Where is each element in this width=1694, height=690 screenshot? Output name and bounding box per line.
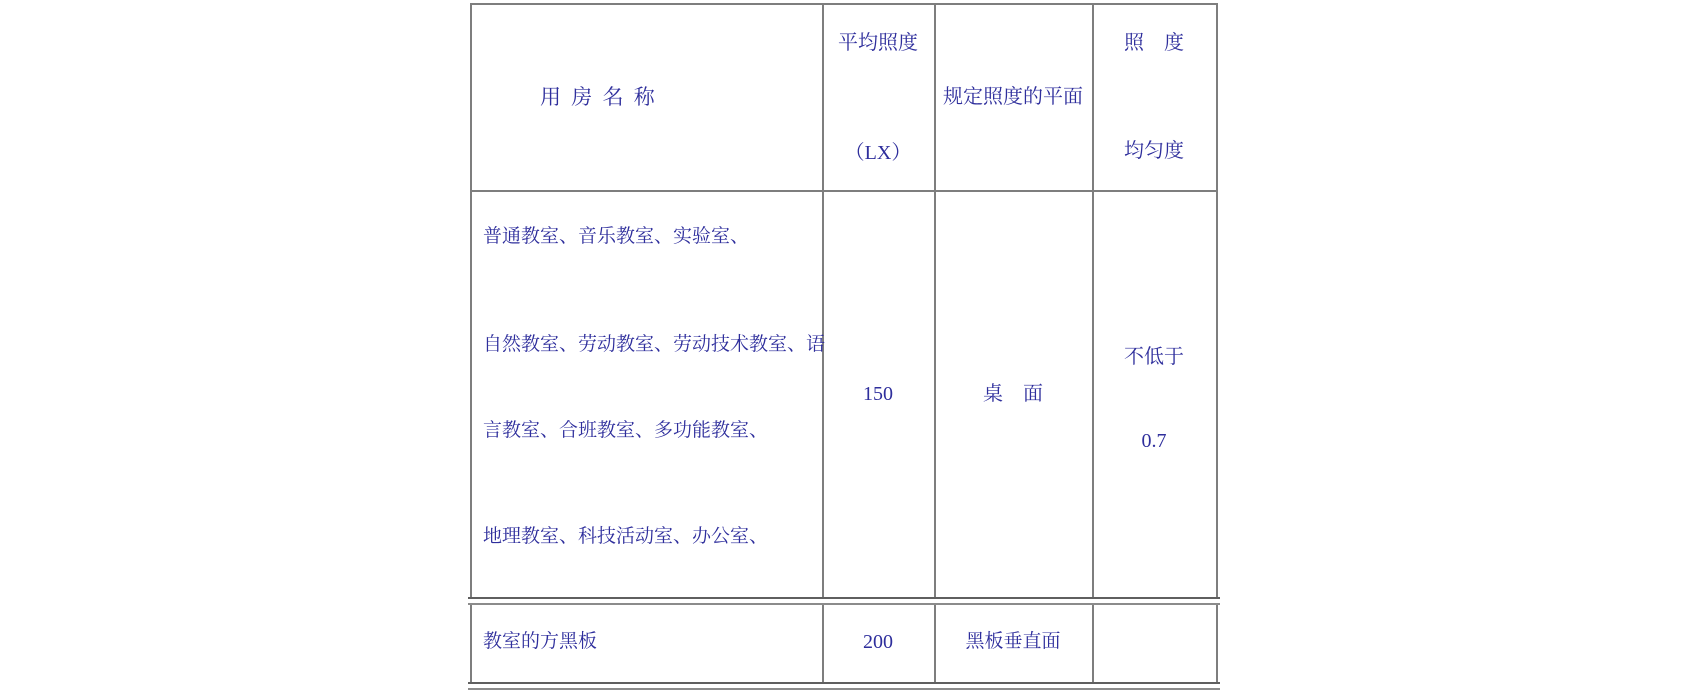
- row1-room-names-line3: 言教室、合班教室、多功能教室、: [483, 420, 769, 441]
- header-cell-uniformity-line2: 均匀度: [1124, 140, 1184, 162]
- row2-uniformity-value: [1092, 601, 1216, 682]
- row2-plane-value: 黑板垂直面: [965, 630, 1061, 652]
- table-border-row2-bottom: [468, 682, 1220, 690]
- row2-room-name: 教室的方黑板: [483, 630, 598, 652]
- row1-plane-value: 桌 面: [983, 382, 1043, 405]
- row1-room-names-line4: 地理教室、科技活动室、办公室、: [483, 526, 769, 547]
- table-border-right: [1216, 3, 1218, 688]
- row2-avg-illuminance-value: 200: [863, 630, 893, 653]
- row1-room-names-line2: 自然教室、劳动教室、劳动技术教室、语: [483, 334, 826, 355]
- header-cell-room-name: 用 房 名 称: [540, 84, 655, 109]
- row1-avg-illuminance-value: 150: [863, 382, 893, 405]
- header-cell-avg-illuminance-line1: 平均照度: [838, 32, 918, 54]
- header-cell-avg-illuminance-line2: （LX）: [844, 142, 912, 164]
- header-cell-uniformity-line1: 照 度: [1124, 32, 1184, 54]
- header-cell-specified-plane: 规定照度的平面: [943, 85, 1083, 108]
- row1-uniformity-line1: 不低于: [1124, 346, 1184, 368]
- row1-room-names-line1: 普通教室、音乐教室、实验室、: [483, 226, 750, 247]
- row1-uniformity-line2: 0.7: [1141, 430, 1167, 452]
